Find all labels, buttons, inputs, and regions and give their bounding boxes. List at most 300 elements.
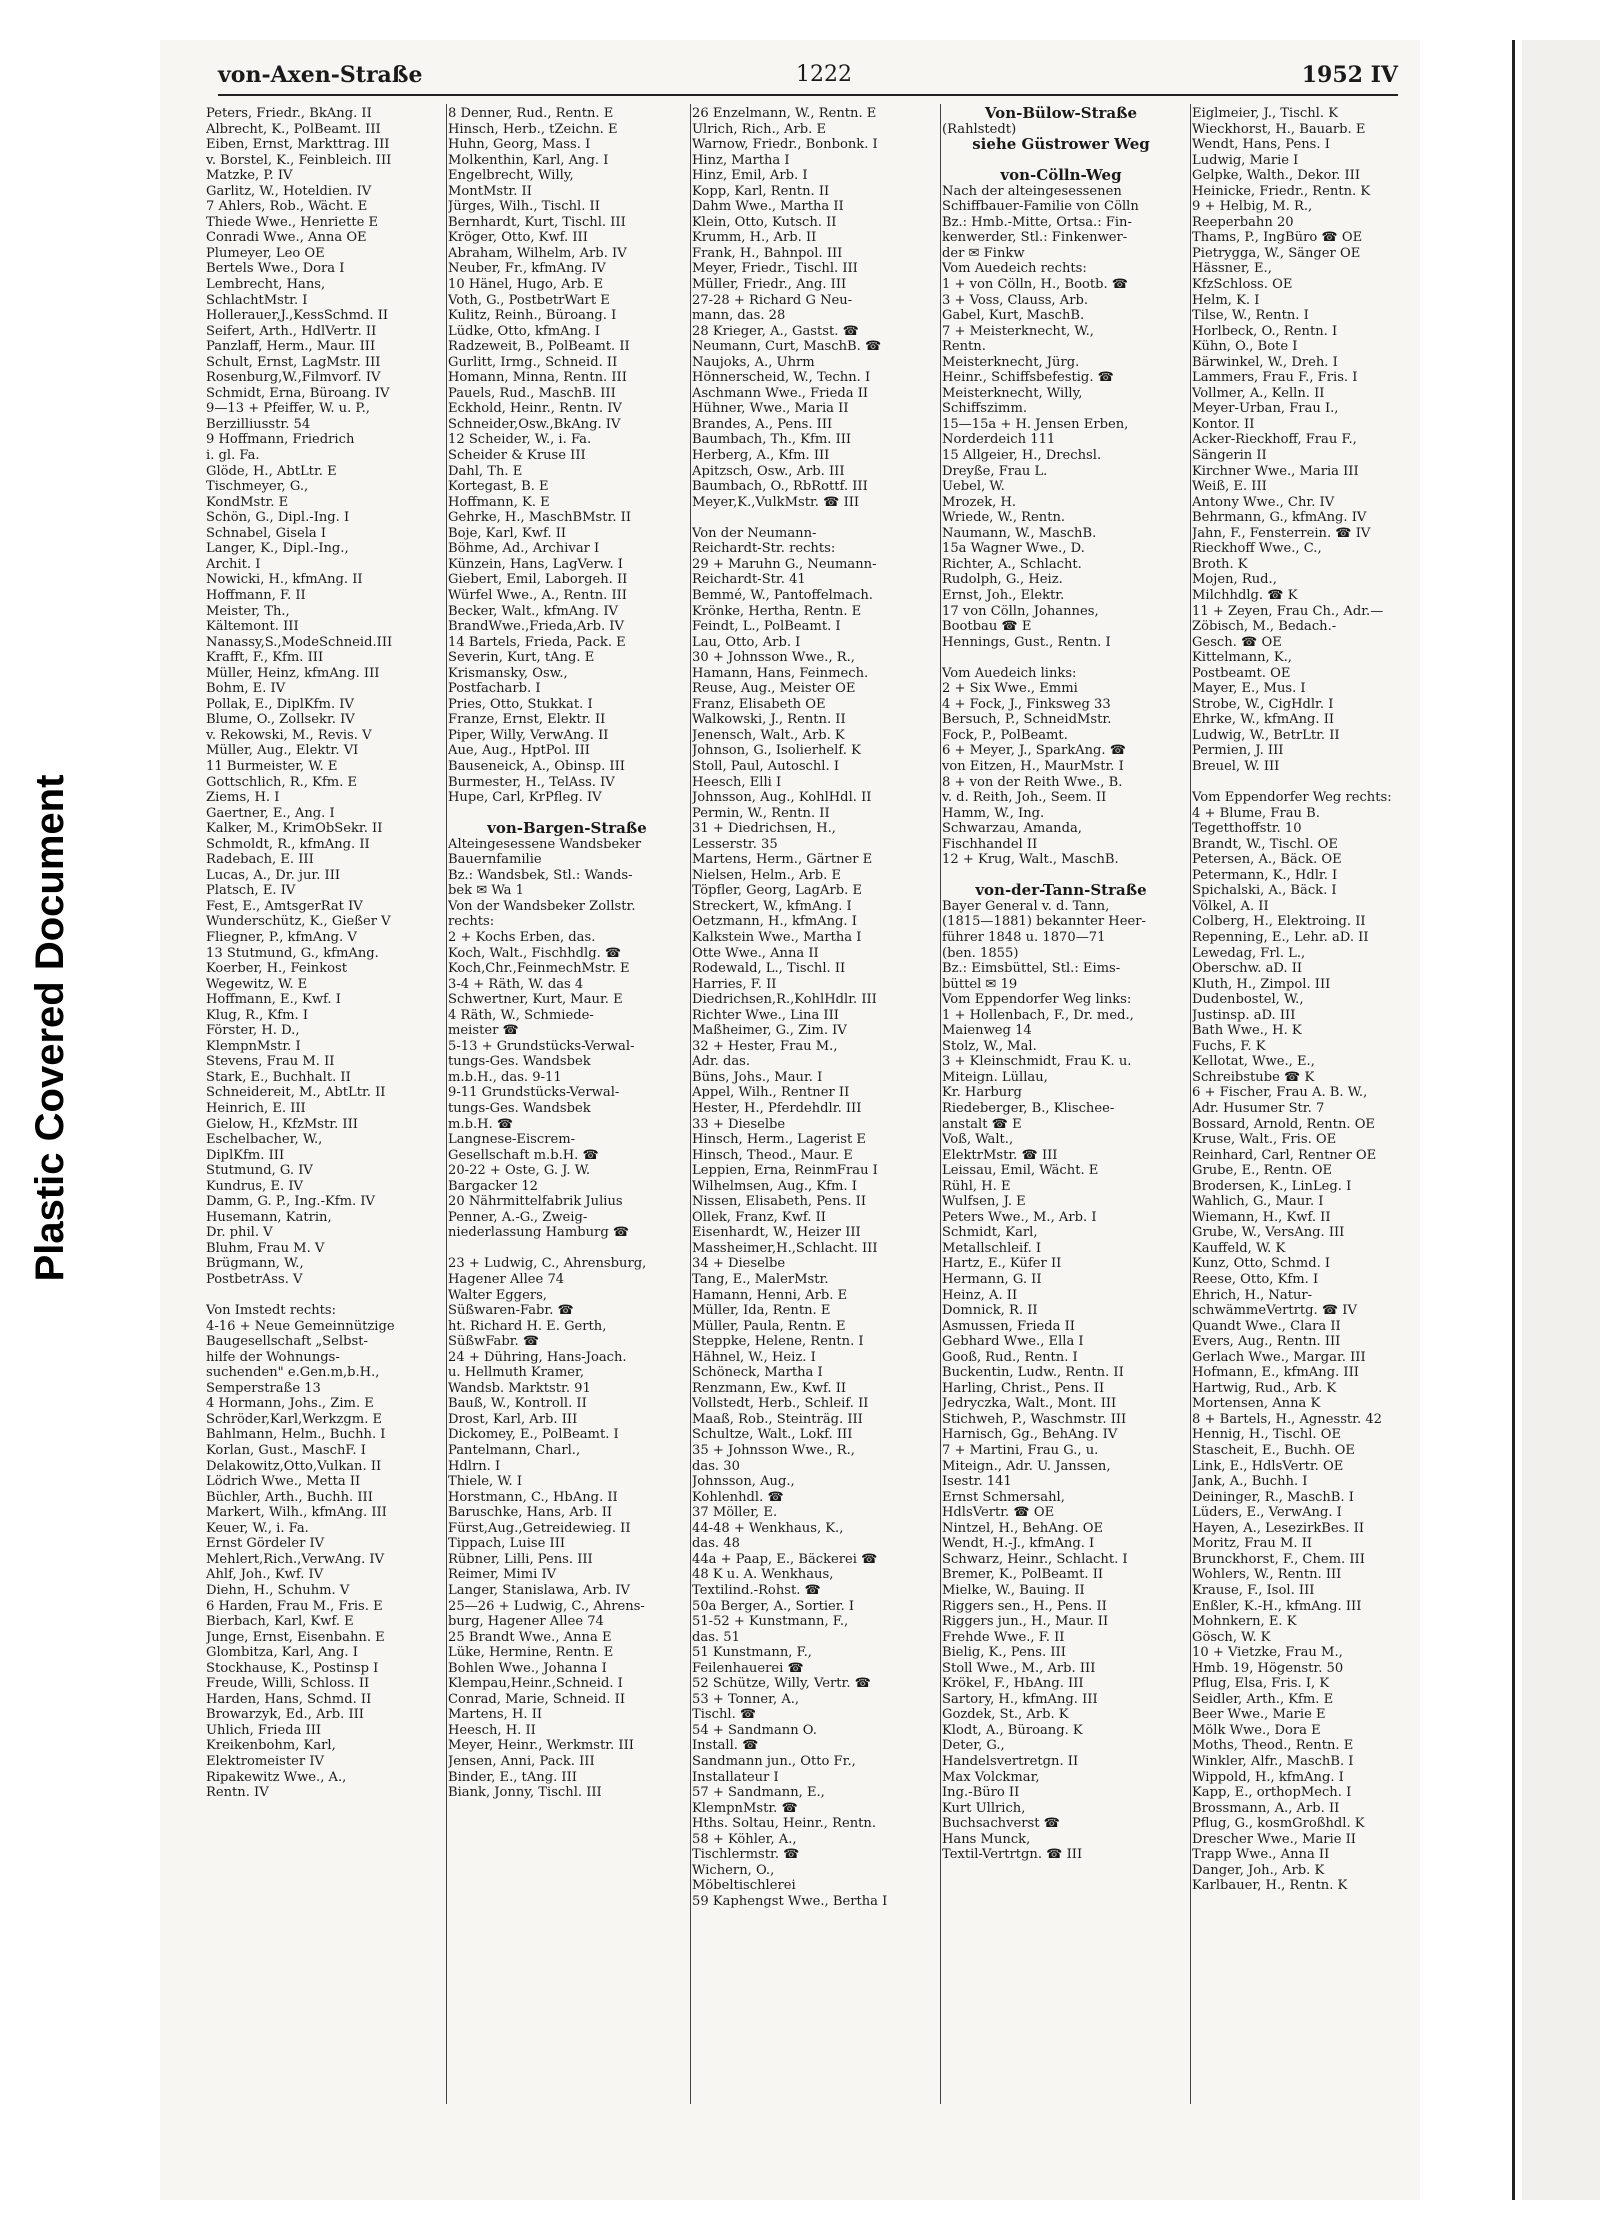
directory-line: Müller, Aug., Elektr. VI — [206, 743, 359, 759]
directory-line: büttel ✉ 19 — [942, 976, 1018, 992]
directory-line: 17 von Cölln, Johannes, — [942, 603, 1099, 619]
directory-line: Langnese-Eiscrem- — [448, 1132, 576, 1148]
directory-line: Koch, Walt., Fischhdlg. ☎ — [448, 945, 622, 961]
directory-line: Adr. Husumer Str. 7 — [1192, 1101, 1325, 1116]
directory-line: Glombitza, Karl, Ang. I — [206, 1645, 358, 1661]
directory-line: Stoll Wwe., M., Arb. III — [942, 1660, 1096, 1676]
directory-line: Reeperbahn 20 — [1192, 214, 1294, 230]
directory-line: der ✉ Finkw — [942, 245, 1025, 261]
directory-line: Feilenhauerei ☎ — [692, 1660, 804, 1676]
directory-line: Danger, Joh., Arb. K — [1192, 1862, 1325, 1878]
directory-line: Brandes, A., Pens. III — [692, 416, 833, 432]
directory-line: Wiemann, H., Kwf. II — [1192, 1209, 1331, 1225]
directory-line: Martens, H. II — [448, 1707, 543, 1723]
directory-line: Reinhard, Carl, Rentner OE — [1192, 1147, 1377, 1163]
directory-line: Gebhard Wwe., Ella I — [942, 1334, 1084, 1350]
directory-line: Heesch, H. II — [448, 1722, 536, 1738]
directory-line: Radebach, E. III — [206, 852, 314, 868]
directory-line: PostbetrAss. V — [206, 1272, 303, 1288]
directory-line: 3 + Kleinschmidt, Frau K. u. — [942, 1054, 1132, 1070]
directory-line: Schiffszimm. — [942, 401, 1028, 417]
directory-line: Leissau, Emil, Wächt. E — [942, 1163, 1099, 1179]
directory-line: 9—13 + Pfeiffer, W. u. P., — [206, 401, 370, 417]
directory-line: Hinz, Emil, Arb. I — [692, 168, 808, 184]
directory-line: Bz.: Eimsbüttel, Stl.: Eims- — [942, 961, 1121, 977]
directory-line: Mrozek, H. — [942, 494, 1017, 510]
directory-line: Thiede Wwe., Henriette E — [206, 214, 379, 230]
directory-line: anstalt ☎ E — [942, 1116, 1022, 1132]
directory-line: Baumbach, Th., Kfm. III — [692, 432, 852, 448]
directory-line: Mielke, W., Bauing. II — [942, 1582, 1085, 1598]
directory-line: Biank, Jonny, Tischl. III — [448, 1785, 602, 1801]
directory-line: Ripakewitz Wwe., A., — [206, 1769, 347, 1785]
side-label: Plastic Covered Document — [28, 774, 72, 1282]
directory-line: Bootbau ☎ E — [942, 619, 1032, 635]
directory-line: Krismansky, Osw., — [448, 665, 568, 681]
directory-line: Radzeweit, B., PolBeamt. II — [448, 339, 630, 355]
directory-line: Wandsb. Marktstr. 91 — [448, 1380, 591, 1396]
directory-line: 10 Hänel, Hugo, Arb. E — [448, 277, 604, 293]
directory-line: Engelbrecht, Willy, — [448, 168, 574, 184]
directory-line: Ernst Gördeler IV — [206, 1536, 325, 1552]
directory-line: Moths, Theod., Rentn. E — [1192, 1738, 1354, 1754]
directory-line: 53 + Tonner, A., — [692, 1691, 800, 1707]
directory-line: Conradi Wwe., Anna OE — [206, 230, 367, 246]
directory-line: Kopp, Karl, Rentn. II — [692, 183, 830, 199]
directory-line: Klempau,Heinr.,Schneid. I — [448, 1676, 623, 1692]
directory-line: Antony Wwe., Chr. IV — [1192, 494, 1335, 510]
directory-line: Postbeamt. OE — [1192, 665, 1291, 681]
directory-line: Homann, Minna, Rentn. III — [448, 370, 627, 386]
directory-line: Zöbisch, M., Bedach.- — [1192, 619, 1337, 635]
directory-line: Permin, W., Rentn. II — [692, 805, 830, 821]
side-strip — [0, 0, 72, 2221]
directory-line: Hähnel, W., Heiz. I — [692, 1349, 816, 1365]
directory-line: Baumbach, O., RbRottf. III — [692, 479, 868, 495]
directory-line: Huhn, Georg, Mass. I — [448, 137, 591, 153]
directory-line: Mohnkern, E. K — [1192, 1614, 1297, 1630]
directory-line: Moritz, Frau M. II — [1192, 1536, 1313, 1552]
directory-line: Meisterknecht, Jürg. — [942, 354, 1080, 370]
directory-line: Eisenhardt, W., Heizer III — [692, 1225, 861, 1241]
directory-line: Peters, Friedr., BkAng. II — [206, 106, 372, 121]
directory-line: Scheider & Kruse III — [448, 448, 586, 464]
directory-line: Fürst,Aug.,Getreidewieg. II — [448, 1520, 631, 1536]
directory-line: KlempnMstr. ☎ — [692, 1800, 798, 1816]
directory-line: Gooß, Rud., Rentn. I — [942, 1349, 1078, 1365]
directory-line: Wippold, H., kfmAng. I — [1192, 1769, 1344, 1785]
directory-line: das. 51 — [692, 1629, 740, 1645]
directory-line: Blume, O., Zollsekr. IV — [206, 712, 355, 728]
directory-line: ht. Richard H. E. Gerth, — [448, 1318, 607, 1334]
directory-line: Würfel Wwe., A., Rentn. III — [448, 587, 627, 603]
directory-line: Gesellschaft m.b.H. ☎ — [448, 1147, 599, 1163]
directory-line: Dahl, Th. E — [448, 463, 523, 479]
directory-line: Heesch, Elli I — [692, 774, 782, 790]
directory-line: 32 + Hester, Frau M., — [692, 1038, 838, 1054]
directory-line: Wriede, W., Rentn. — [942, 510, 1066, 526]
directory-line: Albrecht, K., PolBeamt. III — [206, 121, 381, 137]
column-divider — [940, 104, 941, 2104]
directory-line: Steppke, Helene, Rentn. I — [692, 1334, 864, 1350]
adjacent-page — [1522, 40, 1600, 2200]
directory-line: Strobe, W., CigHdlr. I — [1192, 696, 1334, 712]
directory-line: Baugesellschaft „Selbst- — [206, 1334, 368, 1350]
street-range-title: von-Axen-Straße — [218, 62, 423, 88]
directory-line: Bz.: Wandsbek, Stl.: Wands- — [448, 867, 633, 883]
directory-line: Rentn. IV — [206, 1785, 269, 1801]
directory-line: Ing.-Büro II — [942, 1785, 1020, 1801]
directory-line: Hmb. 19, Högenstr. 50 — [1192, 1660, 1344, 1676]
directory-line: Stevens, Frau M. II — [206, 1054, 335, 1070]
directory-line: Ludwig, Marie I — [1192, 152, 1299, 168]
directory-line: Herberg, A., Kfm. III — [692, 448, 830, 464]
directory-line: Schöneck, Martha I — [692, 1365, 823, 1381]
directory-line: Bohlen Wwe., Johanna I — [448, 1660, 607, 1676]
directory-line: Wendt, H.-J., kfmAng. I — [942, 1536, 1095, 1552]
directory-line: Wohlers, W., Rentn. III — [1192, 1567, 1342, 1583]
directory-line: Johnsson, Aug., KohlHdl. II — [692, 790, 872, 806]
directory-line: Kalker, M., KrimObSekr. II — [206, 821, 383, 837]
directory-line: KfzSchloss. OE — [1192, 277, 1293, 293]
directory-line: Kröger, Otto, Kwf. III — [448, 230, 588, 246]
directory-line: 48 K u. A. Wenkhaus, — [692, 1567, 834, 1583]
directory-line: Thams, P., IngBüro ☎ OE — [1192, 230, 1363, 246]
directory-line: rechts: — [448, 914, 495, 930]
directory-line: Keuer, W., i. Fa. — [206, 1520, 309, 1536]
directory-line: Uebel, W. — [942, 479, 1005, 495]
directory-line: Jedryczka, Walt., Mont. III — [942, 1396, 1117, 1412]
directory-line: Kurt Ullrich, — [942, 1800, 1026, 1816]
directory-line: 27-28 + Richard G Neu- — [692, 292, 853, 308]
directory-line: Harries, F. II — [692, 976, 777, 992]
directory-line: Naumann, W., MaschB. — [942, 525, 1097, 541]
directory-line: 29 + Maruhn G., Neumann- — [692, 556, 877, 572]
directory-line: 51 Kunstmann, F., — [692, 1645, 812, 1661]
directory-line: Spichalski, A., Bäck. I — [1192, 883, 1337, 899]
directory-line: Bremer, K., PolBeamt. II — [942, 1567, 1104, 1583]
directory-line: Fest, E., AmtsgerRat IV — [206, 898, 363, 914]
column-2 — [448, 106, 686, 1801]
directory-line: Stockhause, K., Postinsp I — [206, 1660, 379, 1676]
directory-line: Wilhelmsen, Aug., Kfm. I — [692, 1178, 857, 1194]
directory-line: Müller, Friedr., Ang. III — [692, 277, 847, 293]
directory-line: Gottschlich, R., Kfm. E — [206, 774, 358, 790]
directory-line: Semperstraße 13 — [206, 1380, 321, 1396]
directory-line: Müller, Heinz, kfmAng. III — [206, 665, 380, 681]
directory-line: Breuel, W. III — [1192, 758, 1280, 774]
directory-line: hilfe der Wohnungs- — [206, 1349, 340, 1365]
directory-line: Justinsp. aD. III — [1192, 1007, 1296, 1023]
directory-line: Völkel, A. II — [1192, 898, 1269, 914]
directory-line: Gurlitt, Irmg., Schneid. II — [448, 354, 618, 370]
directory-line: Meyer, Heinr., Werkmstr. III — [448, 1738, 634, 1754]
directory-line: schwämmeVertrtg. ☎ IV — [1192, 1303, 1357, 1319]
directory-line: Plumeyer, Leo OE — [206, 245, 325, 261]
directory-line: Kohlenhdl. ☎ — [692, 1489, 784, 1505]
directory-line: Von Imstedt rechts: — [206, 1303, 337, 1319]
directory-line: 5-13 + Grundstücks-Verwal- — [448, 1038, 635, 1054]
directory-line: Binder, E., tAng. III — [448, 1769, 577, 1785]
directory-line: Neuber, Fr., kfmAng. IV — [448, 261, 606, 277]
directory-line: Sandmann jun., Otto Fr., — [692, 1753, 856, 1769]
directory-line: Neumann, Curt, MaschB. ☎ — [692, 339, 882, 355]
directory-line: HdlsVertr. ☎ OE — [942, 1505, 1055, 1521]
directory-line: Oetzmann, H., kfmAng. I — [692, 914, 857, 930]
directory-line: Diedrichsen,R.,KohlHdlr. III — [692, 992, 877, 1008]
directory-line: Horlbeck, O., Rentn. I — [1192, 323, 1338, 339]
directory-line: Pantelmann, Charl., — [448, 1443, 581, 1459]
directory-line: Kruse, Walt., Fris. OE — [1192, 1132, 1337, 1148]
directory-line: Schnabel, Gisela I — [206, 525, 327, 541]
directory-line: Markert, Wilh., kfmAng. III — [206, 1505, 387, 1521]
directory-line: Walter Eggers, — [448, 1287, 547, 1303]
directory-line: Schiffbauer-Familie von Cölln — [942, 199, 1139, 215]
directory-line: Bluhm, Frau M. V — [206, 1240, 325, 1256]
directory-line: Brodersen, K., LinLeg. I — [1192, 1178, 1352, 1194]
directory-line: Drescher Wwe., Marie II — [1192, 1831, 1356, 1847]
directory-line: 15—15a + H. Jensen Erben, — [942, 416, 1129, 432]
directory-line: Appel, Wilh., Rentner II — [692, 1085, 850, 1101]
directory-line: Massheimer,H.,Schlacht. III — [692, 1240, 878, 1256]
directory-line: von Eitzen, H., MaurMstr. I — [942, 758, 1124, 774]
directory-line: Metallschleif. I — [942, 1240, 1042, 1256]
directory-line: Klug, R., Kfm. I — [206, 1007, 308, 1023]
directory-line: Lammers, Frau F., Fris. I — [1192, 370, 1358, 386]
directory-line: 20 Nährmittelfabrik Julius — [448, 1194, 623, 1210]
directory-line: burg, Hagener Allee 74 — [448, 1614, 604, 1630]
directory-line: Gösch, W. K — [1192, 1629, 1271, 1645]
directory-line: Meyer, Friedr., Tischl. III — [692, 261, 858, 277]
directory-line: 4-16 + Neue Gemeinnützige — [206, 1318, 395, 1334]
directory-line: Kältemont. III — [206, 619, 299, 635]
directory-line: u. Hellmuth Kramer, — [448, 1365, 585, 1381]
directory-line: Kontor. II — [1192, 416, 1255, 432]
directory-line: Künzein, Hans, LagVerw. I — [448, 556, 623, 572]
directory-line: Bayer General v. d. Tann, — [942, 898, 1110, 914]
directory-line: 24 + Dühring, Hans-Joach. — [448, 1349, 627, 1365]
directory-line: Matzke, P. IV — [206, 168, 293, 184]
directory-line: v. Borstel, K., Feinbleich. III — [206, 152, 392, 168]
directory-line: Postfacharb. I — [448, 681, 541, 697]
directory-line: Gehrke, H., MaschBMstr. II — [448, 510, 632, 526]
directory-line: MontMstr. II — [448, 183, 532, 199]
directory-line — [692, 510, 930, 526]
directory-line: 58 + Köhler, A., — [692, 1831, 797, 1847]
directory-line: Heinrich, E. III — [206, 1101, 306, 1116]
directory-line: Krause, F., Isol. III — [1192, 1582, 1315, 1598]
directory-line: Nielsen, Helm., Arb. E — [692, 867, 842, 883]
directory-line: Eschelbacher, W., — [206, 1132, 323, 1148]
directory-line: Müller, Ida, Rentn. E — [692, 1303, 831, 1319]
directory-line: 23 + Ludwig, C., Ahrensburg, — [448, 1256, 647, 1272]
directory-line: Krumm, H., Arb. II — [692, 230, 817, 246]
directory-line: Baruschke, Hans, Arb. II — [448, 1505, 613, 1521]
directory-line: Vom Auedeich rechts: — [942, 261, 1087, 277]
directory-line: Pauels, Rud., MaschB. III — [448, 385, 616, 401]
column-divider — [690, 104, 691, 2104]
directory-line: Streckert, W., kfmAng. I — [692, 898, 852, 914]
directory-line: Bohm, E. IV — [206, 681, 286, 697]
directory-line — [942, 153, 1180, 169]
directory-line: Heinr., Schiffsbefestig. ☎ — [942, 370, 1114, 386]
directory-line: Beer Wwe., Marie E — [1192, 1707, 1326, 1723]
directory-line: 26 Enzelmann, W., Rentn. E — [692, 106, 877, 121]
directory-line: Fock, P., PolBeamt. — [942, 727, 1068, 743]
directory-line: Richter Wwe., Lina III — [692, 1007, 839, 1023]
directory-line: Pries, Otto, Stukkat. I — [448, 696, 593, 712]
directory-line: 6 Harden, Frau M., Fris. E — [206, 1598, 383, 1614]
directory-line: Vom Auedeich links: — [942, 665, 1077, 681]
directory-line: Reuse, Aug., Meister OE — [692, 681, 856, 697]
directory-line: Hdlrn. I — [448, 1458, 501, 1474]
directory-line: Textil-Vertrtgn. ☎ III — [942, 1847, 1083, 1863]
directory-line: Schreibstube ☎ K — [1192, 1069, 1315, 1085]
directory-line: Dickomey, E., PolBeamt. I — [448, 1427, 619, 1443]
directory-line: Glöde, H., AbtLtr. E — [206, 463, 337, 479]
directory-line: Naujoks, A., Uhrm — [692, 354, 815, 370]
directory-line: Hinz, Martha I — [692, 152, 790, 168]
directory-line: Reimer, Mimi IV — [448, 1567, 557, 1583]
directory-line: m.b.H., das. 9-11 — [448, 1069, 562, 1085]
directory-line: Lucas, A., Dr. jur. III — [206, 867, 341, 883]
directory-line: Walkowski, J., Rentn. II — [692, 712, 846, 728]
directory-line: Stascheit, E., Buchh. OE — [1192, 1443, 1355, 1459]
directory-line: Installateur I — [692, 1769, 779, 1785]
directory-line: Gelpke, Walth., Dekor. III — [1192, 168, 1361, 184]
directory-line: Kalkstein Wwe., Martha I — [692, 929, 862, 945]
directory-line: Eiben, Ernst, Markttrag. III — [206, 137, 390, 153]
directory-line: von-Bargen-Straße — [487, 821, 647, 837]
directory-line: 12 Scheider, W., i. Fa. — [448, 432, 592, 448]
directory-line: Norderdeich 111 — [942, 432, 1056, 448]
directory-line: Pflug, G., kosmGroßhdl. K — [1192, 1816, 1365, 1832]
directory-line: Karlbauer, H., Rentn. K — [1192, 1878, 1348, 1894]
directory-line: Hupe, Carl, KrPfleg. IV — [448, 790, 602, 806]
directory-line: 7 + Martini, Frau G., u. — [942, 1443, 1099, 1459]
directory-line: 31 + Diedrichsen, H., — [692, 821, 836, 837]
directory-line: Kreikenbohm, Karl, — [206, 1738, 336, 1754]
directory-line: Dahm Wwe., Martha II — [692, 199, 844, 215]
directory-line: Milchhdlg. ☎ K — [1192, 587, 1298, 603]
directory-line: Stutmund, G. IV — [206, 1163, 313, 1179]
directory-line: Junge, Ernst, Eisenbahn. E — [206, 1629, 385, 1645]
directory-line: Lüders, E., VerwAng. I — [1192, 1505, 1342, 1521]
column-divider — [1190, 104, 1191, 2104]
directory-line: 3-4 + Räth, W. das 4 — [448, 976, 584, 992]
directory-line: Hofmann, E., kfmAng. III — [1192, 1365, 1359, 1381]
directory-line: i. gl. Fa. — [206, 448, 260, 464]
directory-line: 6 + Meyer, J., SparkAng. ☎ — [942, 743, 1127, 759]
directory-line: Uhlich, Frieda III — [206, 1722, 322, 1738]
directory-line: Jenensch, Walt., Arb. K — [692, 727, 845, 743]
directory-line: Kirchner Wwe., Maria III — [1192, 463, 1359, 479]
directory-line: Renzmann, Ew., Kwf. II — [692, 1380, 847, 1396]
directory-line: Kühn, O., Bote I — [1192, 339, 1298, 355]
directory-line: Broth. K — [1192, 556, 1248, 572]
directory-line: Nach der alteingesessenen — [942, 183, 1122, 199]
directory-line: Petersen, A., Bäck. OE — [1192, 852, 1342, 868]
directory-line: Schmoldt, R., kfmAng. II — [206, 836, 370, 852]
directory-line: Weiß, E. III — [1192, 479, 1267, 495]
directory-line: Giebert, Emil, Laborgeh. II — [448, 572, 628, 588]
directory-line: Seifert, Arth., HdlVertr. II — [206, 323, 377, 339]
directory-line: Domnick, R. II — [942, 1303, 1038, 1319]
directory-line: Süßwaren-Fabr. ☎ — [448, 1303, 574, 1319]
directory-line: 14 Bartels, Frieda, Pack. E — [448, 634, 626, 650]
directory-line: Bauseneick, A., Obinsp. III — [448, 758, 625, 774]
column-4 — [942, 106, 1180, 1863]
directory-line: Hässner, E., — [1192, 261, 1272, 277]
directory-line: Wulfsen, J. E — [942, 1194, 1026, 1210]
directory-line: Klodt, A., Büroang. K — [942, 1722, 1083, 1738]
directory-line: DiplKfm. III — [206, 1147, 285, 1163]
directory-line: Schultze, Walt., Lokf. III — [692, 1427, 853, 1443]
directory-line: Töpfler, Georg, LagArb. E — [692, 883, 863, 899]
directory-line: Elektromeister IV — [206, 1753, 324, 1769]
directory-line: Acker-Rieckhoff, Frau F., — [1192, 432, 1357, 448]
directory-line: Hinsch, Theod., Maur. E — [692, 1147, 853, 1163]
directory-line: Pflug, Elsa, Fris. I, K — [1192, 1676, 1330, 1692]
directory-line: Fischhandel II — [942, 836, 1038, 852]
directory-line: Ernst, Joh., Elektr. — [942, 587, 1065, 603]
directory-line: Hühner, Wwe., Maria II — [692, 401, 849, 417]
directory-line: Seidler, Arth., Kfm. E — [1192, 1691, 1334, 1707]
directory-line: Koch,Chr.,FeinmechMstr. E — [448, 961, 630, 977]
directory-line: Colberg, H., Elektroing. II — [1192, 914, 1366, 930]
year-volume: 1952 IV — [1301, 62, 1398, 88]
directory-line: Feindt, L., PolBeamt. I — [692, 619, 841, 635]
directory-line: Koerber, H., Feinkost — [206, 961, 348, 977]
directory-line: Install. ☎ — [692, 1738, 759, 1754]
directory-line: Hamm, W., Ing. — [942, 805, 1045, 821]
directory-line: Lewedag, Frl. L., — [1192, 945, 1306, 961]
directory-line: Lembrecht, Hans, — [206, 277, 326, 293]
directory-line: Lüke, Hermine, Rentn. E — [448, 1645, 614, 1661]
directory-line: Berzilliusstr. 54 — [206, 416, 311, 432]
directory-line: Hartwig, Rud., Arb. K — [1192, 1380, 1337, 1396]
column-3 — [692, 106, 930, 1909]
directory-line: 9 Hoffmann, Friedrich — [206, 432, 355, 448]
directory-line: Von der Neumann- — [692, 525, 817, 541]
directory-line: Fuchs, F. K — [1192, 1038, 1266, 1054]
directory-line: Rühl, H. E — [942, 1178, 1011, 1194]
directory-line: 44a + Paap, E., Bäckerei ☎ — [692, 1551, 878, 1567]
directory-line: Ernst Schmersahl, — [942, 1489, 1065, 1505]
directory-line: Hths. Soltau, Heinr., Rentn. — [692, 1816, 877, 1832]
directory-line: Schneidereit, M., AbtLtr. II — [206, 1085, 386, 1101]
directory-line: Kr. Harburg — [942, 1085, 1022, 1101]
directory-line: Franze, Ernst, Elektr. II — [448, 712, 606, 728]
directory-line: Adr. das. — [692, 1054, 751, 1070]
directory-line: Krökel, F., HbAng. III — [942, 1676, 1084, 1692]
directory-line: Stichweh, P., Waschmstr. III — [942, 1411, 1127, 1427]
directory-line: Heinicke, Friedr., Rentn. K — [1192, 183, 1371, 199]
directory-line: Voth, G., PostbetrWart E — [448, 292, 610, 308]
directory-line: 1 + von Cölln, H., Bootb. ☎ — [942, 277, 1129, 293]
directory-line: Wichern, O., — [692, 1862, 775, 1878]
directory-line: 8 + Bartels, H., Agnesstr. 42 — [1192, 1411, 1382, 1427]
directory-line: Conrad, Marie, Schneid. II — [448, 1691, 625, 1707]
directory-line: Bertels Wwe., Dora I — [206, 261, 345, 277]
directory-line: Boje, Karl, Kwf. II — [448, 525, 567, 541]
directory-line: Rudolph, G., Heiz. — [942, 572, 1063, 588]
directory-line: Gesch. ☎ OE — [1192, 634, 1282, 650]
directory-line: Kluth, H., Zimpol. III — [1192, 976, 1331, 992]
directory-line: Quandt Wwe., Clara II — [1192, 1318, 1341, 1334]
directory-line: Grube, E., Rentn. OE — [1192, 1163, 1333, 1179]
directory-line: 28 Krieger, A., Gastst. ☎ — [692, 323, 859, 339]
